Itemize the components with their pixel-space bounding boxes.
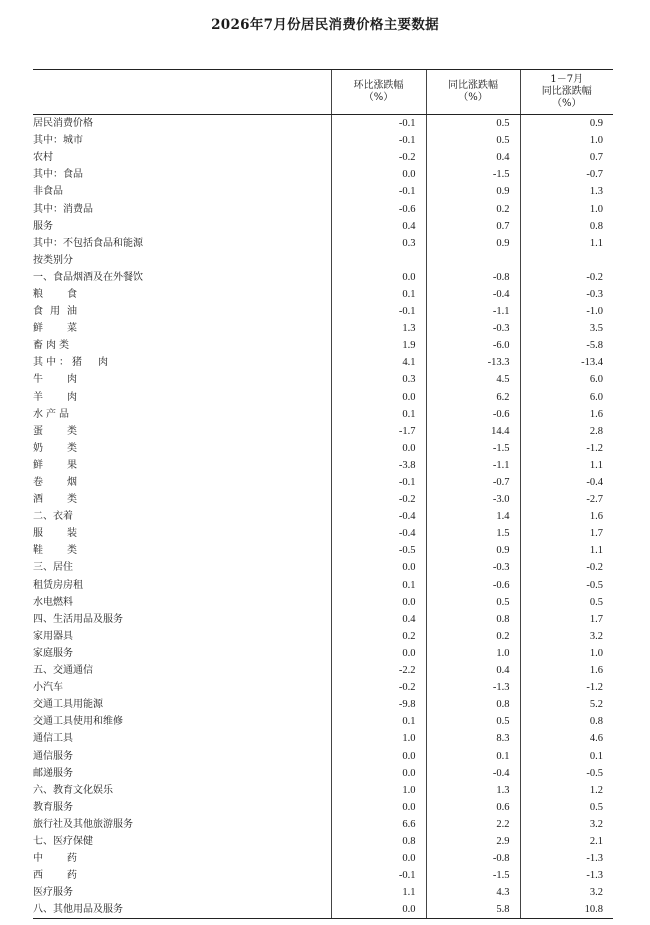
table-row	[33, 833, 613, 850]
value-yoy: 1.0	[426, 645, 520, 662]
value-ytd: 0.5	[520, 594, 613, 611]
header-ytd-line3: （%）	[551, 98, 582, 109]
row-label-text: 五、交通通信	[33, 665, 93, 677]
value-ytd: 0.9	[520, 115, 613, 133]
row-label	[33, 389, 331, 406]
table-row	[33, 611, 613, 628]
value-ytd: 1.1	[520, 235, 613, 252]
value-yoy: 6.2	[426, 389, 520, 406]
row-label	[33, 765, 331, 782]
value-yoy: -0.6	[426, 577, 520, 594]
value-ytd: 0.1	[520, 747, 613, 764]
value-yoy: -1.1	[426, 457, 520, 474]
row-label	[33, 542, 331, 559]
row-label-text: 食用油	[33, 306, 84, 318]
value-ytd: -1.0	[520, 303, 613, 320]
header-ytd-line1: 1－7月	[550, 74, 584, 85]
row-label	[33, 286, 331, 303]
value-yoy: 0.5	[426, 132, 520, 149]
row-label-text: 鞋 类	[33, 545, 84, 557]
value-mom: 0.3	[331, 235, 426, 252]
value-mom: -0.2	[331, 679, 426, 696]
row-label	[33, 577, 331, 594]
value-mom: 0.0	[331, 901, 426, 919]
table-row	[33, 457, 613, 474]
row-label	[33, 406, 331, 423]
value-mom: -0.1	[331, 115, 426, 133]
value-mom: 0.0	[331, 765, 426, 782]
value-mom: -0.2	[331, 491, 426, 508]
row-label	[33, 628, 331, 645]
row-label-text: 家庭服务	[33, 647, 73, 659]
row-label	[33, 799, 331, 816]
value-yoy: -1.5	[426, 867, 520, 884]
value-ytd: 2.8	[520, 423, 613, 440]
row-label-text: 一、食品烟酒及在外餐饮	[33, 271, 143, 283]
row-label-text: 畜肉类	[33, 340, 72, 352]
row-label	[33, 115, 331, 133]
row-label-text: 按类别分	[33, 254, 73, 266]
row-label	[33, 850, 331, 867]
value-yoy: 0.2	[426, 200, 520, 217]
value-ytd: 3.5	[520, 320, 613, 337]
table-row	[33, 440, 613, 457]
value-mom: 0.1	[331, 406, 426, 423]
value-mom: -0.6	[331, 200, 426, 217]
row-label-text: 牛 肉	[33, 374, 84, 386]
value-yoy: -0.7	[426, 474, 520, 491]
value-mom: 0.0	[331, 269, 426, 286]
page-title: 2026年7月份居民消费价格主要数据	[211, 17, 439, 33]
row-label-text: 租赁房房租	[33, 579, 83, 591]
value-yoy: 1.3	[426, 782, 520, 799]
value-ytd: -13.4	[520, 354, 613, 371]
value-yoy: -1.5	[426, 166, 520, 183]
row-label-text: 其中：不包括食品和能源	[33, 237, 143, 249]
row-label-text: 居民消费价格	[33, 118, 93, 130]
value-ytd: 1.6	[520, 662, 613, 679]
value-ytd: -0.2	[520, 559, 613, 576]
row-label	[33, 679, 331, 696]
row-label	[33, 747, 331, 764]
row-label	[33, 645, 331, 662]
value-yoy: 0.5	[426, 713, 520, 730]
row-label-text: 其中：消费品	[33, 203, 93, 215]
table-row	[33, 166, 613, 183]
value-ytd: -2.7	[520, 491, 613, 508]
table-row	[33, 628, 613, 645]
row-label	[33, 166, 331, 183]
value-mom: -0.4	[331, 525, 426, 542]
value-yoy: -0.6	[426, 406, 520, 423]
row-label-text: 教育服务	[33, 801, 73, 813]
value-ytd: 1.1	[520, 542, 613, 559]
row-label	[33, 269, 331, 286]
value-yoy: 0.4	[426, 662, 520, 679]
value-mom: -0.5	[331, 542, 426, 559]
table-row	[33, 508, 613, 525]
value-ytd: 1.7	[520, 611, 613, 628]
table-row	[33, 371, 613, 388]
value-mom: 1.1	[331, 884, 426, 901]
row-label	[33, 713, 331, 730]
row-label-text: 服务	[33, 220, 53, 232]
table-row	[33, 406, 613, 423]
value-mom: 0.0	[331, 440, 426, 457]
table-row	[33, 474, 613, 491]
row-label-text: 鲜 果	[33, 459, 84, 471]
table-row	[33, 799, 613, 816]
row-label-text: 三、居住	[33, 562, 73, 574]
value-ytd: 2.1	[520, 833, 613, 850]
value-ytd: -0.3	[520, 286, 613, 303]
value-mom: -0.4	[331, 508, 426, 525]
value-mom: -0.1	[331, 867, 426, 884]
value-ytd: 1.3	[520, 183, 613, 200]
table-row	[33, 200, 613, 217]
value-mom: 6.6	[331, 816, 426, 833]
table-row	[33, 252, 613, 269]
value-yoy: 8.3	[426, 730, 520, 747]
value-ytd: -0.5	[520, 765, 613, 782]
row-label-text: 八、其他用品及服务	[33, 904, 123, 916]
value-ytd: 4.6	[520, 730, 613, 747]
table-row	[33, 218, 613, 235]
row-label	[33, 200, 331, 217]
table-row	[33, 765, 613, 782]
row-label	[33, 457, 331, 474]
value-yoy: 0.8	[426, 611, 520, 628]
value-yoy: -0.8	[426, 269, 520, 286]
table-row	[33, 782, 613, 799]
value-mom: -1.7	[331, 423, 426, 440]
row-label-text: 西 药	[33, 870, 84, 882]
value-yoy: 0.2	[426, 628, 520, 645]
table-row	[33, 235, 613, 252]
table-row	[33, 850, 613, 867]
value-ytd: -0.7	[520, 166, 613, 183]
value-yoy: 0.8	[426, 696, 520, 713]
value-ytd: 0.5	[520, 799, 613, 816]
value-yoy: 14.4	[426, 423, 520, 440]
row-label	[33, 662, 331, 679]
value-ytd: 0.8	[520, 713, 613, 730]
table-row	[33, 713, 613, 730]
row-label-text: 通信工具	[33, 733, 73, 745]
value-yoy: 2.2	[426, 816, 520, 833]
row-label	[33, 337, 331, 354]
value-yoy: -0.3	[426, 320, 520, 337]
header-mom	[331, 70, 426, 115]
table-row	[33, 423, 613, 440]
row-label-text: 其中：城市	[33, 135, 83, 147]
row-label-text: 奶 类	[33, 442, 84, 454]
value-mom: 1.3	[331, 320, 426, 337]
value-ytd: 1.6	[520, 508, 613, 525]
table-row	[33, 269, 613, 286]
header-mom-line2: （%）	[363, 92, 394, 103]
value-ytd: 1.7	[520, 525, 613, 542]
value-yoy: 4.3	[426, 884, 520, 901]
value-ytd: -1.2	[520, 440, 613, 457]
table-row	[33, 286, 613, 303]
row-label	[33, 252, 331, 269]
row-label-text: 旅行社及其他旅游服务	[33, 818, 133, 830]
value-yoy	[426, 252, 520, 269]
row-label	[33, 183, 331, 200]
row-label-text: 二、衣着	[33, 511, 73, 523]
row-label-text: 六、教育文化娱乐	[33, 784, 113, 796]
value-ytd: 10.8	[520, 901, 613, 919]
value-mom: 0.1	[331, 286, 426, 303]
value-mom: 0.0	[331, 799, 426, 816]
value-yoy: 1.4	[426, 508, 520, 525]
row-label-text: 鲜 菜	[33, 323, 84, 335]
table-row	[33, 696, 613, 713]
row-label	[33, 149, 331, 166]
row-label	[33, 816, 331, 833]
value-mom: 0.1	[331, 713, 426, 730]
value-yoy: 0.6	[426, 799, 520, 816]
value-ytd: 0.7	[520, 149, 613, 166]
value-yoy: -0.8	[426, 850, 520, 867]
row-label	[33, 559, 331, 576]
value-yoy: -3.0	[426, 491, 520, 508]
value-mom	[331, 252, 426, 269]
header-ytd	[520, 70, 613, 115]
value-ytd: 3.2	[520, 816, 613, 833]
value-yoy: 0.5	[426, 115, 520, 133]
table-row	[33, 491, 613, 508]
row-label	[33, 474, 331, 491]
value-ytd: 1.0	[520, 645, 613, 662]
row-label-text: 其中：食品	[33, 169, 83, 181]
value-mom: 0.4	[331, 218, 426, 235]
value-ytd: 1.1	[520, 457, 613, 474]
row-label	[33, 440, 331, 457]
table-row	[33, 867, 613, 884]
row-label-text: 粮 食	[33, 288, 84, 300]
table-row	[33, 645, 613, 662]
header-mom-line1: 环比涨跌幅	[353, 80, 404, 91]
table-row	[33, 389, 613, 406]
table-row	[33, 149, 613, 166]
row-label-text: 卷 烟	[33, 477, 84, 489]
table-row	[33, 662, 613, 679]
row-label	[33, 508, 331, 525]
value-mom: -0.1	[331, 183, 426, 200]
value-ytd: 3.2	[520, 628, 613, 645]
value-mom: 0.0	[331, 747, 426, 764]
table-row	[33, 747, 613, 764]
row-label	[33, 491, 331, 508]
row-label-text: 医疗服务	[33, 887, 73, 899]
value-ytd: -1.2	[520, 679, 613, 696]
value-yoy: 0.9	[426, 542, 520, 559]
row-label-text: 邮递服务	[33, 767, 73, 779]
row-label	[33, 320, 331, 337]
value-mom: 0.0	[331, 389, 426, 406]
row-label	[33, 423, 331, 440]
table-row	[33, 577, 613, 594]
row-label-text: 交通工具使用和维修	[33, 716, 123, 728]
value-mom: 1.9	[331, 337, 426, 354]
value-ytd: 1.0	[520, 200, 613, 217]
row-label-text: 家用器具	[33, 630, 73, 642]
row-label-text: 其中：猪 肉	[33, 357, 111, 369]
table-row	[33, 542, 613, 559]
row-label	[33, 884, 331, 901]
value-mom: -3.8	[331, 457, 426, 474]
row-label-text: 羊 肉	[33, 391, 84, 403]
value-ytd: -0.2	[520, 269, 613, 286]
value-mom: 1.0	[331, 782, 426, 799]
value-ytd: 6.0	[520, 371, 613, 388]
value-yoy: -0.4	[426, 286, 520, 303]
value-yoy: -1.3	[426, 679, 520, 696]
row-label	[33, 730, 331, 747]
row-label	[33, 696, 331, 713]
table-row	[33, 884, 613, 901]
row-label-text: 水电燃料	[33, 596, 73, 608]
value-yoy: -1.5	[426, 440, 520, 457]
value-ytd: 1.6	[520, 406, 613, 423]
value-ytd: -1.3	[520, 850, 613, 867]
table-row	[33, 559, 613, 576]
value-mom: 1.0	[331, 730, 426, 747]
row-label-text: 中 药	[33, 853, 84, 865]
table-row	[33, 730, 613, 747]
row-label	[33, 782, 331, 799]
header-ytd-line2: 同比涨跌幅	[541, 86, 592, 97]
table-body	[33, 115, 613, 919]
value-mom: 0.1	[331, 577, 426, 594]
row-label-text: 农村	[33, 152, 53, 164]
row-label-text: 酒 类	[33, 494, 84, 506]
row-label	[33, 867, 331, 884]
table-row	[33, 320, 613, 337]
row-label-text: 蛋 类	[33, 425, 84, 437]
value-yoy: 4.5	[426, 371, 520, 388]
row-label-text: 水产品	[33, 408, 72, 420]
value-yoy: 0.9	[426, 235, 520, 252]
header-item	[33, 70, 331, 115]
value-yoy: 0.4	[426, 149, 520, 166]
value-mom: -0.1	[331, 474, 426, 491]
row-label	[33, 833, 331, 850]
value-ytd: -0.5	[520, 577, 613, 594]
row-label	[33, 235, 331, 252]
cpi-data-table	[33, 69, 613, 919]
value-yoy: 0.7	[426, 218, 520, 235]
value-ytd: -5.8	[520, 337, 613, 354]
header-yoy-line2: （%）	[458, 92, 488, 103]
value-mom: 0.0	[331, 594, 426, 611]
value-ytd: -1.3	[520, 867, 613, 884]
row-label	[33, 218, 331, 235]
value-yoy: -13.3	[426, 354, 520, 371]
table-header-row	[33, 70, 613, 115]
value-yoy: 5.8	[426, 901, 520, 919]
row-label-text: 四、生活用品及服务	[33, 613, 123, 625]
value-mom: 0.0	[331, 850, 426, 867]
row-label	[33, 371, 331, 388]
table-row	[33, 337, 613, 354]
row-label-text: 七、医疗保健	[33, 835, 93, 847]
value-mom: -0.1	[331, 303, 426, 320]
row-label	[33, 525, 331, 542]
value-yoy: -6.0	[426, 337, 520, 354]
table-row	[33, 594, 613, 611]
value-yoy: 0.9	[426, 183, 520, 200]
value-mom: 0.4	[331, 611, 426, 628]
value-ytd: -0.4	[520, 474, 613, 491]
table-row	[33, 354, 613, 371]
table-row	[33, 816, 613, 833]
value-mom: -0.1	[331, 132, 426, 149]
header-yoy-line1: 同比涨跌幅	[448, 80, 498, 91]
row-label	[33, 132, 331, 149]
value-mom: -0.2	[331, 149, 426, 166]
row-label	[33, 901, 331, 919]
value-yoy: 0.1	[426, 747, 520, 764]
row-label	[33, 594, 331, 611]
value-ytd: 1.0	[520, 132, 613, 149]
value-ytd	[520, 252, 613, 269]
table-row	[33, 679, 613, 696]
value-ytd: 1.2	[520, 782, 613, 799]
value-yoy: 0.5	[426, 594, 520, 611]
row-label	[33, 303, 331, 320]
row-label	[33, 354, 331, 371]
value-yoy: -0.4	[426, 765, 520, 782]
value-mom: 0.0	[331, 166, 426, 183]
value-yoy: 2.9	[426, 833, 520, 850]
value-ytd: 0.8	[520, 218, 613, 235]
row-label-text: 服 装	[33, 528, 84, 540]
value-mom: 0.0	[331, 559, 426, 576]
value-ytd: 3.2	[520, 884, 613, 901]
value-yoy: 1.5	[426, 525, 520, 542]
value-mom: -9.8	[331, 696, 426, 713]
value-ytd: 6.0	[520, 389, 613, 406]
value-mom: 0.3	[331, 371, 426, 388]
value-mom: -2.2	[331, 662, 426, 679]
table-row	[33, 525, 613, 542]
table-row	[33, 303, 613, 320]
value-yoy: -1.1	[426, 303, 520, 320]
table-row	[33, 132, 613, 149]
value-mom: 0.2	[331, 628, 426, 645]
row-label-text: 交通工具用能源	[33, 699, 103, 711]
value-yoy: -0.3	[426, 559, 520, 576]
row-label-text: 非食品	[33, 186, 63, 198]
table-row	[33, 901, 613, 919]
value-ytd: 5.2	[520, 696, 613, 713]
row-label-text: 小汽车	[33, 682, 63, 694]
value-mom: 0.8	[331, 833, 426, 850]
table-row	[33, 115, 613, 133]
value-mom: 4.1	[331, 354, 426, 371]
value-mom: 0.0	[331, 645, 426, 662]
row-label	[33, 611, 331, 628]
header-yoy	[426, 70, 520, 115]
row-label-text: 通信服务	[33, 750, 73, 762]
table-row	[33, 183, 613, 200]
